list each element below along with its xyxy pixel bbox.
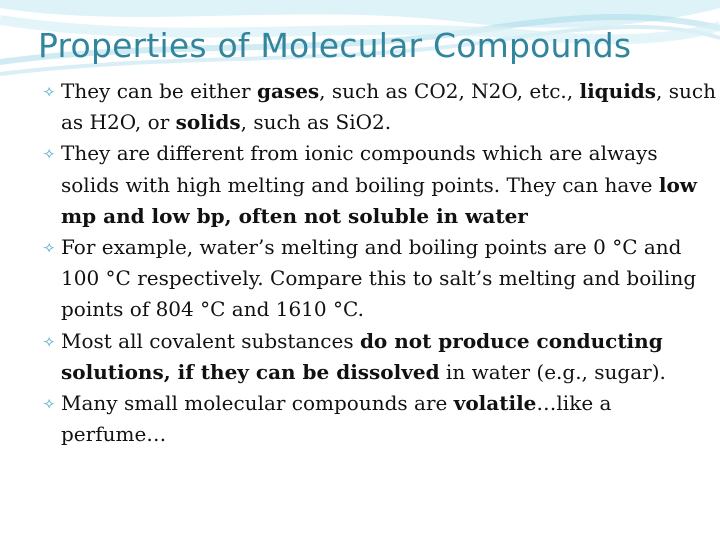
bullet-item [44, 232, 716, 326]
bullet-text: Many small molecular compounds are [61, 391, 454, 416]
bullet-arrow-icon: ⟢ [43, 82, 55, 100]
bullet-text: , such as SiO2. [240, 110, 392, 135]
bullet-arrow-icon: ⟢ [43, 394, 55, 413]
bullet-text-bold: low mp and low bp, often not soluble in water [61, 172, 698, 228]
bullet-text: They can be either [61, 79, 257, 103]
bullet-text: Most all covalent substances [61, 328, 360, 353]
bullet-item [44, 76, 716, 138]
bullet-text: For example, water’s melting and boiling points are 0 °C and 100 °C respectively. Compare this to salt’s melting and boiling points of 804 °C and 1610 °C. [61, 235, 697, 322]
bullet-arrow-icon: ⟢ [43, 331, 55, 350]
bullet-text-bold: solids [175, 110, 241, 135]
bullet-arrow-icon: ⟢ [43, 238, 55, 257]
slide-title: Properties of Molecular Compounds [38, 26, 632, 65]
bullet-arrow-icon: ⟢ [43, 144, 55, 163]
bullet-text: They are different from ionic compounds which are always solids with high melting and boiling points. They can have [61, 141, 659, 197]
bullet-item [44, 138, 716, 232]
bullet-text: …like a perfume… [61, 391, 612, 447]
bullet-list [44, 76, 716, 450]
bullet-text-bold: volatile [453, 391, 537, 416]
bullet-item [44, 388, 716, 450]
bullet-text: in water (e.g., sugar). [439, 359, 666, 384]
bullet-item [44, 326, 716, 388]
bullet-text-bold: liquids [579, 79, 657, 103]
bullet-text: , such as H2O, or [61, 79, 716, 135]
bullet-text-bold: do not produce conducting solutions, if they can be dissolved [61, 328, 663, 384]
bullet-text: , such as CO2, N2O, etc., [319, 79, 580, 103]
bullet-text-bold: gases [256, 79, 320, 103]
